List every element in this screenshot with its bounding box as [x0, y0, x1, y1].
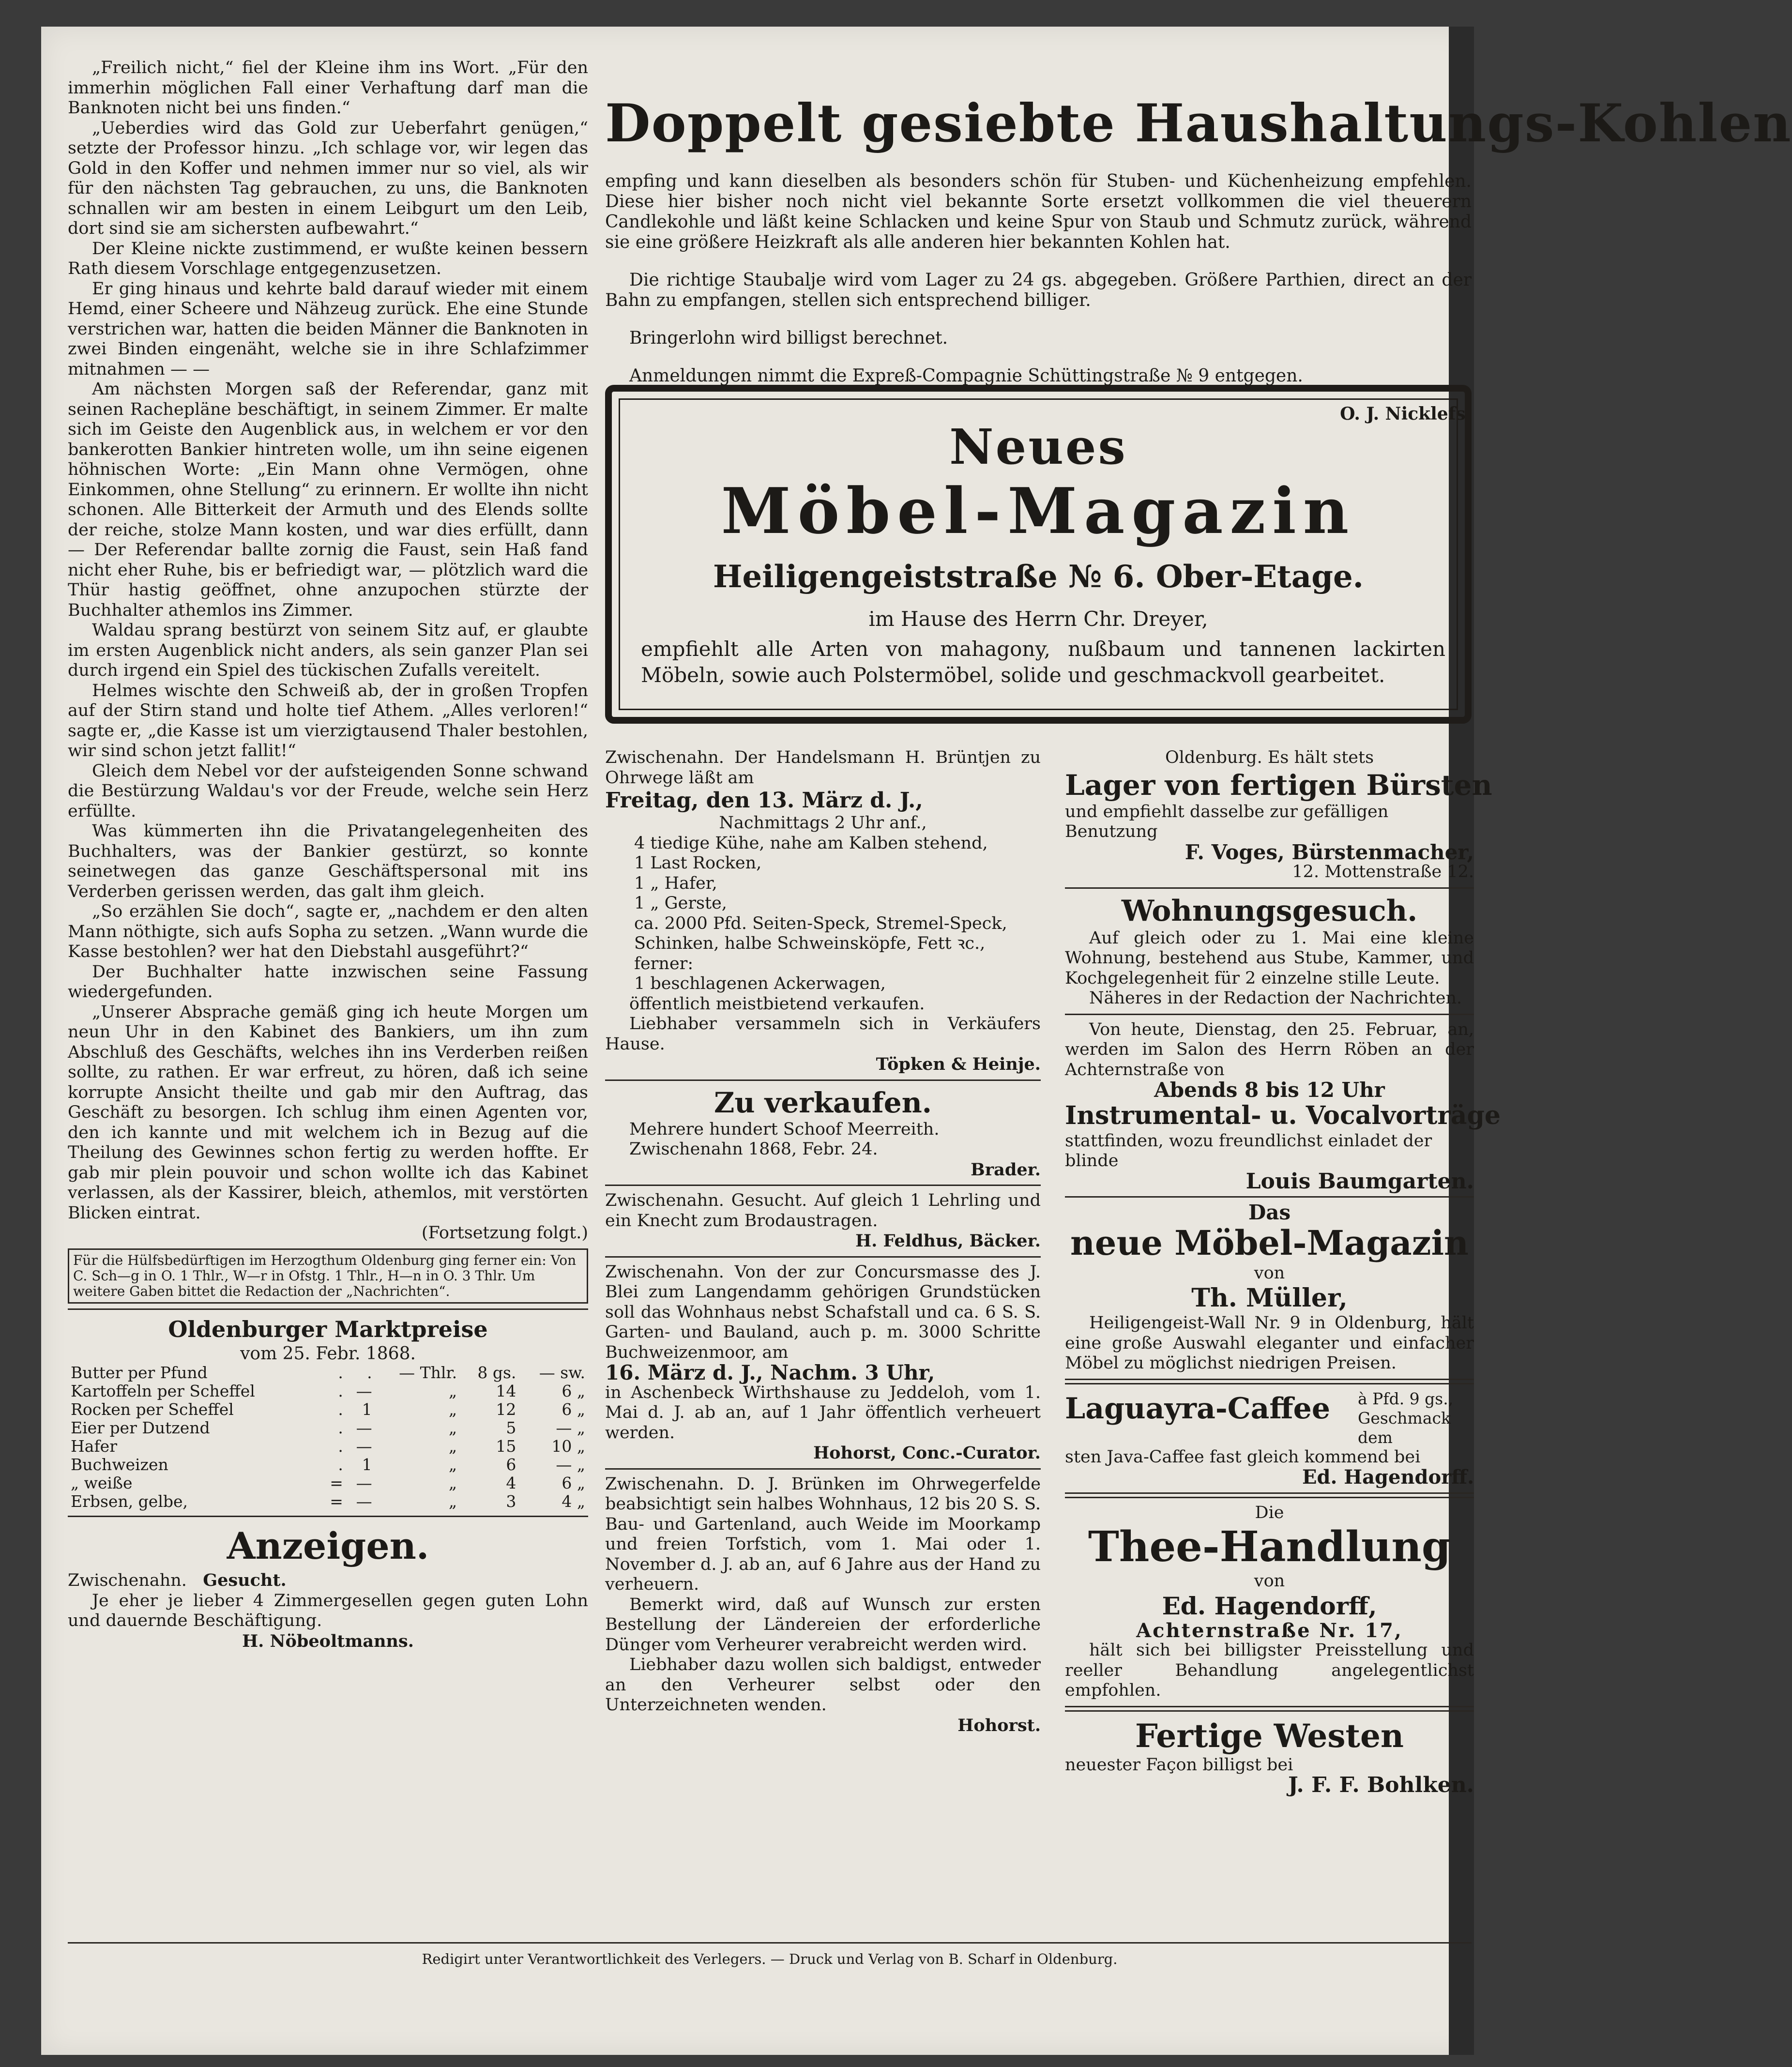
price-cell: 6 „: [562, 1474, 585, 1492]
for-sale-title: Zu verkaufen.: [714, 1086, 932, 1119]
auction-end: öffentlich meistbietend verkaufen.: [629, 994, 925, 1014]
auction-item: 4 tiedige Kühe, nahe am Kalben stehend,: [634, 833, 988, 853]
price-cell: .: [367, 1363, 372, 1382]
apartment-more: Näheres in der Redaction der Nachrichten.: [1089, 988, 1462, 1008]
price-cell: 5: [506, 1418, 516, 1437]
tea-von: von: [1254, 1571, 1285, 1591]
story-paragraph: „Ueberdies wird das Gold zur Ueberfahrt genügen,“ setzte der Professor hinzu. „Ich schlage vor, wir legen das Gold in den Koffer und nehmen immer nur so viel, als wir für den nächsten Tag gebrauchen, zu uns, die Banknoten schnallen wir am besten in einem Leibgurt um den Leib, dort sind sie am sichersten aufbewahrt.“: [68, 118, 588, 238]
right-column: [1065, 748, 1501, 1797]
auction-item: 1 Last Rocken,: [634, 853, 762, 873]
divider: [68, 1516, 588, 1517]
vests-text: neuester Façon billigst bei: [1065, 1755, 1293, 1775]
furniture-ad-title: Möbel-Magazin: [721, 474, 1356, 548]
price-cell: =: [330, 1474, 343, 1492]
price-row: [68, 1456, 588, 1474]
new-store-von: von: [1254, 1263, 1285, 1283]
price-cell: „ weiße: [71, 1474, 133, 1492]
coal-ad-text-2: Die richtige Staubalje wird vom Lager zu 24 gs. abgegeben. Größere Parthien, direct an der Bahn zu empfangen, stellen sich entsprechend billiger.: [605, 270, 1472, 310]
coffee-price: à Pfd. 9 gs., Geschmack dem: [1358, 1389, 1454, 1447]
rental-ad-2: Bemerkt wird, daß auf Wunsch zur ersten Bestellung der Ländereien der erforderliche Dünger vom Verheurer verabreicht werden wird.: [605, 1595, 1041, 1655]
vests-title: Fertige Westen: [1135, 1717, 1404, 1755]
market-prices-date: vom 25. Febr. 1868.: [240, 1343, 416, 1364]
price-cell: 14: [496, 1382, 516, 1400]
auction-date: Freitag, den 13. März d. J.,: [605, 788, 923, 813]
tea-die: Die: [1255, 1503, 1284, 1522]
price-cell: 6 „: [562, 1400, 585, 1419]
auction-item: ferner:: [634, 954, 694, 973]
price-row: [68, 1437, 588, 1456]
price-cell: 6 „: [562, 1382, 585, 1400]
auction-time: Nachmittags 2 Uhr anf.,: [719, 813, 927, 833]
price-cell: „: [448, 1474, 457, 1492]
story-paragraph: Gleich dem Nebel vor der aufsteigenden Sonne schwand die Bestürzung Waldau's vor der Freude, welche sein Herz erfüllte.: [68, 761, 588, 821]
price-cell: 10 „: [551, 1437, 585, 1456]
price-cell: Erbsen, gelbe,: [71, 1492, 188, 1511]
anzeigen-heading: Anzeigen.: [227, 1524, 429, 1567]
apartment-title: Wohnungsgesuch.: [1121, 894, 1418, 928]
coal-ad-title: Doppelt gesiebte Haushaltungs-Kohlen: [605, 93, 1792, 154]
price-cell: 1: [362, 1455, 372, 1474]
brush-intro: Oldenburg. Es hält stets: [1165, 748, 1374, 767]
price-cell: .: [338, 1455, 343, 1474]
auction-item: 1 „ Gerste,: [634, 894, 727, 913]
brush-signature: F. Voges, Bürstenmacher,: [1185, 840, 1474, 864]
price-cell: .: [338, 1418, 343, 1437]
divider: [68, 1308, 588, 1310]
apartment-text: Auf gleich oder zu 1. Mai eine kleine Wohnung, bestehend aus Stube, Kammer, und Kochgelegenheit für 2 einzelne stille Leute.: [1065, 928, 1474, 988]
divider: [605, 1079, 1041, 1081]
price-cell: Butter per Pfund: [71, 1363, 208, 1382]
price-cell: —: [356, 1492, 372, 1511]
auction-item: 1 beschlagenen Ackerwagen,: [634, 974, 886, 993]
gesucht-heading: Gesucht.: [203, 1570, 287, 1590]
price-cell: 3: [506, 1492, 516, 1511]
double-divider: [1065, 1379, 1474, 1384]
coal-ad-signature: O. J. Nicklefs.: [1340, 404, 1472, 424]
middle-column: [605, 748, 1041, 1735]
tea-name: Ed. Hagendorff,: [1162, 1591, 1377, 1620]
for-sale-signature: Brader.: [971, 1159, 1041, 1180]
new-store-text: Heiligengeist-Wall Nr. 9 in Oldenburg, hält eine große Auswahl eleganter und einfacher Möbel zu möglichst niedrigen Preisen.: [1065, 1313, 1474, 1373]
auction-item: 1 „ Hafer,: [634, 873, 717, 893]
serial-story: [68, 58, 588, 1223]
price-cell: .: [338, 1400, 343, 1419]
rental-ad: Zwischenahn. D. J. Brünken im Ohrwegerfelde beabsichtigt sein halbes Wohnhaus, 12 bis 20 S. S. Bau- und Gartenland, auch Weide im Moorkamp und freien Torfstich, vom 1. Mai oder 1. November d. J. ab an, auf 6 Jahre aus der Hand zu verheuern.: [605, 1474, 1041, 1594]
price-cell: 6: [506, 1455, 516, 1474]
for-sale-text: Mehrere hundert Schoof Meerreith.: [629, 1119, 940, 1139]
tea-text: hält sich bei billigster Preisstellung und reeller Behandlung angelegentlichst empfohlen.: [1065, 1641, 1474, 1700]
story-paragraph: „Unserer Absprache gemäß ging ich heute Morgen um neun Uhr in den Kabinet des Bankiers, um ihn zum Abschluß des Geschäfts, welches ihn ins Verderben reißen sollte, zu rathen. Er war erfreut, zu hören, daß ich seine korrupte Ansicht theilte und gab mir den Auftrag, das Geschäft zu besorgen. Ich schlug ihm einen Agenten vor, den ich kannte und mit welchem ich in Bezug auf die Theilung des Gewinnes schon fertig zu werden hoffte. Er gab mir plein pouvoir und schon wollte ich das Kabinet verlassen, als der Kassirer, bleich, athemlos, mit verstörten Blicken eintrat.: [68, 1002, 588, 1223]
apprentice-signature: H. Feldhus, Bäcker.: [855, 1231, 1041, 1251]
story-paragraph: Waldau sprang bestürzt von seinem Sitz auf, er glaubte im ersten Augenblick nicht anders, als sein ganzer Plan sei durch irgend ein Spiel des tückischen Zufalls vereitelt.: [68, 621, 588, 680]
price-cell: =: [330, 1492, 343, 1511]
new-store-name: Th. Müller,: [1191, 1283, 1348, 1313]
price-row: [68, 1474, 588, 1492]
price-cell: .: [338, 1363, 343, 1382]
price-cell: .: [338, 1382, 343, 1400]
price-cell: —: [356, 1474, 372, 1492]
for-sale-date: Zwischenahn 1868, Febr. 24.: [629, 1140, 878, 1159]
concert-time: Abends 8 bis 12 Uhr: [1154, 1078, 1385, 1102]
price-cell: 15: [496, 1437, 516, 1456]
apprentice-ad: Zwischenahn. Gesucht. Auf gleich 1 Lehrling und ein Knecht zum Brodaustragen.: [605, 1191, 1041, 1231]
brush-title: Lager von fertigen Bürsten: [1065, 768, 1492, 802]
price-row: [68, 1400, 588, 1419]
gesucht-text: Je eher je lieber 4 Zimmergesellen gegen guten Lohn und dauernde Beschäftigung.: [68, 1591, 588, 1630]
auction-item: ca. 2000 Pfd. Seiten-Speck, Stremel-Speck, Schinken, halbe Schweinsköpfe, Fett ꝛc.,: [634, 913, 1007, 953]
price-cell: „: [448, 1437, 457, 1456]
coal-ad-text: empfing und kann dieselben als besonders schön für Stuben- und Küchenheizung empfehlen. Diese hier bisher noch nicht viel bekannte Sorte ersetzt vollkommen die viel theuerern Candlekohle und läßt keine Schlacken und keine Spur von Staub und Schmutz zurück, während sie eine größere Heizkraft als alle anderen hier bekannten Kohlen hat.: [605, 171, 1472, 252]
price-cell: 4 „: [562, 1492, 585, 1511]
story-paragraph: Was kümmerten ihn die Privatangelegenheiten des Buchhalters, was der Bankier gestürzt, so konnte seinetwegen das ganze Geschäftspersonal mit ins Verderben gerissen werden, das galt ihm gleich.: [68, 821, 588, 901]
coffee-signature: Ed. Hagendorff.: [1302, 1466, 1474, 1489]
brush-text: und empfiehlt dasselbe zur gefälligen Benutzung: [1065, 802, 1389, 841]
concurs-ad: Zwischenahn. Von der zur Concursmasse des J. Blei zum Langendamm gehörigen Grundstücken soll das Wohnhaus nebst Schafstall und ca. 6 S. S. Garten- und Bauland, auch p. m. 3000 Schritte Buchweizenmoor, am: [605, 1262, 1041, 1362]
price-cell: .: [338, 1437, 343, 1456]
concert-signature: Louis Baumgarten.: [1245, 1169, 1474, 1194]
concurs-end: in Aschenbeck Wirthshause zu Jeddeloh, vom 1. Mai d. J. ab an, auf 1 Jahr öffentlich verheuert werden.: [605, 1383, 1041, 1443]
coal-ad-text-3: Bringerlohn wird billigst berechnet.: [629, 328, 948, 348]
concurs-date: 16. März d. J., Nachm. 3 Uhr,: [605, 1361, 935, 1384]
divider: [1065, 1014, 1474, 1015]
gesucht-ad-head: [68, 1570, 588, 1591]
gesucht-signature: H. Nöbeoltmanns.: [242, 1631, 414, 1651]
donations-notice: Für die Hülfsbedürftigen im Herzogthum Oldenburg ging ferner ein: Von C. Sch—g in O. 1 Thlr., W—r in Ofstg. 1 Thlr., H—n in O. 3 Thlr. Um weitere Gaben bittet die Redaction der „Nachrichten“.: [68, 1248, 588, 1304]
footer-rule: [68, 1942, 1472, 1944]
new-store-das: Das: [1248, 1201, 1291, 1224]
story-paragraph: Helmes wischte den Schweiß ab, der in großen Tropfen auf der Stirn stand und holte tief Athem. „Alles verloren!“ sagte er, „die Kasse ist um vierzigtausend Thaler bestohlen, wir sind schon jetzt fallit!“: [68, 681, 588, 760]
concert-title: Instrumental- u. Vocalvorträge: [1065, 1100, 1501, 1130]
story-paragraph: Er ging hinaus und kehrte bald darauf wieder mit einem Hemd, einer Scheere und Nähzeug zurück. Ehe eine Stunde verstrichen war, hatten die beiden Männer die Banknoten in zwei Binden eingenäht, welche sie in ihre Schlafzimmer mitnahmen — —: [68, 279, 588, 379]
divider: [1065, 887, 1474, 889]
story-paragraph: Am nächsten Morgen saß der Referendar, ganz mit seinen Rachepläne beschäftigt, in seinem Zimmer. Er malte sich im Geiste den Augenblick aus, in welchem er vor den bankerotten Bankier hintreten wolle, um ihn seine eigenen höhnischen Worte: „Ein Mann ohne Vermögen, ohne Einkommen, ohne Stellung“ zu erinnern. Er wollte ihn nicht schonen. Alle Bitterkeit der Armuth und des Elends sollte der reiche, stolze Mann kosten, und war dies erfüllt, dann — Der Referendar ballte zornig die Faust, sein Haß fand nicht eher Ruhe, bis er befriedigt war, — plötzlich ward die Thür hastig geöffnet, ohne anzupochen stürzte der Buchhalter athemlos ins Zimmer.: [68, 380, 588, 620]
coffee-title: Laguayra-Caffee: [1065, 1391, 1330, 1426]
market-prices-table: [68, 1364, 588, 1511]
price-cell: 4: [506, 1474, 516, 1492]
price-row: [68, 1419, 588, 1437]
story-paragraph: Der Buchhalter hatte inzwischen seine Fassung wiedergefunden.: [68, 962, 588, 1002]
price-cell: 12: [496, 1400, 516, 1419]
rental-ad-3: Liebhaber dazu wollen sich baldigst, entweder an den Verheurer selbst oder den Unterzeichneten wenden.: [605, 1655, 1041, 1715]
price-cell: „: [448, 1382, 457, 1400]
coffee-header: [1065, 1389, 1474, 1447]
divider: [1065, 1196, 1474, 1198]
price-cell: —: [356, 1382, 372, 1400]
coal-ad-text-4: Anmeldungen nimmt die Expreß-Compagnie Schüttingstraße № 9 entgegen.: [629, 366, 1303, 386]
concert-intro: Von heute, Dienstag, den 25. Februar, an, werden im Salon des Herrn Röben an der Achternstraße von: [1065, 1019, 1474, 1079]
left-column: [68, 58, 588, 1651]
price-cell: — „: [556, 1455, 585, 1474]
price-cell: „: [448, 1455, 457, 1474]
coffee-text: sten Java-Caffee fast gleich kommend bei: [1065, 1447, 1421, 1467]
story-paragraph: „So erzählen Sie doch“, sagte er, „nachdem er den alten Mann nöthigte, sich aufs Sopha zu setzen. „Wann wurde die Kasse bestohlen? wer hat den Diebstahl ausgeführt?“: [68, 902, 588, 961]
brush-address: 12. Mottenstraße 12.: [1292, 862, 1474, 882]
double-divider: [1065, 1706, 1474, 1712]
price-cell: Kartoffeln per Scheffel: [71, 1382, 255, 1400]
price-cell: — sw.: [539, 1363, 585, 1382]
auction-meet: Liebhaber versammeln sich in Verkäufers Hause.: [605, 1014, 1041, 1054]
furniture-ad-neues: Neues: [949, 418, 1127, 475]
price-row: [68, 1382, 588, 1400]
furniture-store-ad: [605, 385, 1472, 724]
divider: [605, 1468, 1041, 1470]
tea-address: Achternstraße Nr. 17,: [1136, 1619, 1403, 1642]
furniture-ad-body: empfiehlt alle Arten von mahagony, nußbaum und tannenen lackirten Möbeln, sowie auch Polstermöbel, solide und geschmackvoll gearbeitet.: [641, 637, 1445, 687]
price-row: [68, 1364, 588, 1382]
rental-signature: Hohorst.: [957, 1715, 1041, 1735]
price-cell: „: [448, 1492, 457, 1511]
story-paragraph: Der Kleine nickte zustimmend, er wußte keinen bessern Rath diesem Vorschlage entgegenzusetzen.: [68, 239, 588, 278]
gesucht-place: Zwischenahn.: [68, 1571, 187, 1590]
price-cell: Buchweizen: [71, 1455, 168, 1474]
imprint-footer: Redigirt unter Verantwortlichkeit des Verlegers. — Druck und Verlag von B. Scharf in Oldenburg.: [422, 1951, 1118, 1967]
price-cell: — Thlr.: [399, 1363, 457, 1382]
auction-signature: Töpken & Heinje.: [876, 1054, 1041, 1074]
story-paragraph: „Freilich nicht,“ fiel der Kleine ihm ins Wort. „Für den immerhin möglichen Fall einer Verhaftung darf man die Banknoten nicht bei uns finden.“: [68, 58, 588, 118]
price-row: [68, 1492, 588, 1511]
price-cell: — „: [556, 1418, 585, 1437]
price-cell: 1: [362, 1400, 372, 1419]
price-cell: Hafer: [71, 1437, 117, 1456]
divider: [605, 1185, 1041, 1186]
price-cell: —: [356, 1437, 372, 1456]
price-cell: „: [448, 1418, 457, 1437]
price-cell: „: [448, 1400, 457, 1419]
price-cell: Eier per Dutzend: [71, 1418, 210, 1437]
tea-title: Thee-Handlung: [1088, 1522, 1451, 1571]
new-store-title: neue Möbel-Magazin: [1070, 1222, 1469, 1263]
auction-items: [605, 834, 1041, 994]
furniture-ad-house: im Hause des Herrn Chr. Dreyer,: [868, 607, 1208, 631]
market-prices-title: Oldenburger Marktpreise: [168, 1316, 488, 1342]
price-cell: —: [356, 1418, 372, 1437]
price-cell: Rocken per Scheffel: [71, 1400, 234, 1419]
continuation-note: (Fortsetzung folgt.): [421, 1223, 588, 1243]
divider: [605, 1256, 1041, 1258]
auction-intro: Zwischenahn. Der Handelsmann H. Brüntjen zu Ohrwege läßt am: [605, 748, 1041, 788]
price-cell: 8 gs.: [477, 1363, 516, 1382]
concurs-signature: Hohorst, Conc.-Curator.: [813, 1443, 1041, 1463]
vests-signature: J. F. F. Bohlken.: [1288, 1773, 1474, 1797]
concert-text: stattfinden, wozu freundlichst einladet der blinde: [1065, 1131, 1432, 1170]
double-divider: [1065, 1492, 1474, 1498]
furniture-ad-address: Heiligengeiststraße № 6. Ober-Etage.: [713, 559, 1364, 595]
